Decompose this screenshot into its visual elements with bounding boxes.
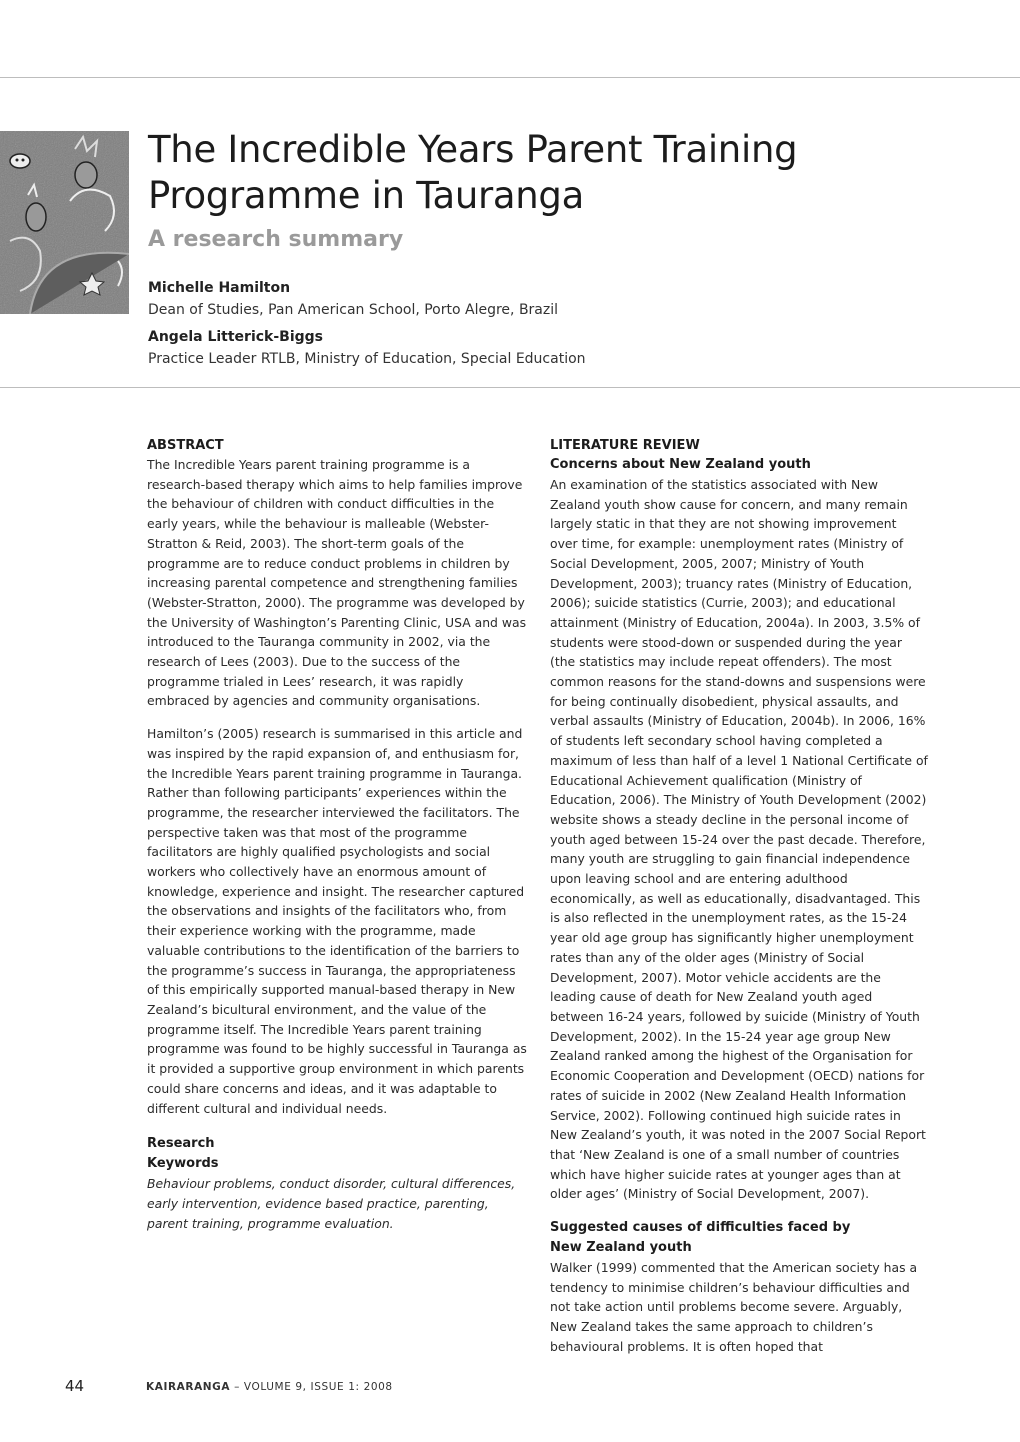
keywords-text: Behaviour problems, conduct disorder, cultural differences, early intervention, evidence based practice, parenting, parent training, programme evaluation.	[147, 1176, 516, 1231]
left-column	[147, 436, 527, 1233]
author-affiliation: Practice Leader RTLB, Ministry of Education, Special Education	[148, 351, 586, 367]
journal-name: KAIRARANGA	[146, 1381, 231, 1393]
section-paragraph: An examination of the statistics associated with New Zealand youth show cause for concern, and many remain largely static in that they are not showing improvement over time, for example: unemployment rates (Ministry of Social Development, 2005, 2007; Ministry of Youth Development, 2003); truancy rates (Ministry of Education, 2006); suicide statistics (Currie, 2003); and educational attainment (Ministry of Education, 2004a). In 2003, 3.5% of students were stood-down or suspended during the year (the statistics may include repeat offenders). The most common reasons for the stand-downs and suspensions were for being continually disobedient, physical assaults, and verbal assaults (Ministry of Education, 2004b). In 2006, 16% of students left secondary school having completed a maximum of less than half of a level 1 National Certificate of Educational Achievement qualification (Ministry of Education, 2006). The Ministry of Youth Development (2002) website shows a steady decline in the personal income of youth aged between 15-24 over the past decade. Therefore, many youth are struggling to gain financial independence upon leaving school and are entering adulthood economically, as well as educationally, disadvantaged. This is also reflected in the unemployment rates, as the 15-24 year old age group has significantly higher unemployment rates than any of the older ages (Ministry of Social Development, 2007). Motor vehicle accidents are the leading cause of death for New Zealand youth aged between 16-24 years, followed by suicide (Ministry of Youth Development, 2002). In the 15-24 year age group New Zealand ranked among the highest of the Organisation for Economic Cooperation and Development (OECD) nations for rates of suicide in 2002 (New Zealand Health Information Service, 2002). Following continued high suicide rates in New Zealand’s youth, it was noted in the 2007 Social Report that ‘New Zealand is one of a small number of countries which have higher suicide rates at younger ages than at older ages’ (Ministry of Social Development, 2007).	[550, 477, 928, 1202]
author-affiliation: Dean of Studies, Pan American School, Porto Alegre, Brazil	[148, 302, 559, 318]
section-heading: Suggested causes of difficulties faced by	[550, 1220, 851, 1236]
journal-citation	[146, 1381, 393, 1393]
top-divider	[0, 77, 1020, 78]
abstract-paragraph: The Incredible Years parent training programme is a research-based therapy which aims to help families improve the behaviour of children with conduct difficulties in the early years, while the behaviour is malleable (Webster-Stratton & Reid, 2003). The short-term goals of the programme are to reduce conduct problems in children by increasing parental competence and strengthening families (Webster-Stratton, 2000). The programme was developed by the University of Washington’s Parenting Clinic, USA and was introduced to the Tauranga community in 2002, via the research of Lees (2003). Due to the success of the programme trialed in Lees’ research, it was rapidly embraced by agencies and community organisations.	[147, 457, 527, 709]
section-heading: New Zealand youth	[550, 1240, 692, 1256]
childrens-drawing-illustration	[0, 131, 129, 314]
author-name: Michelle Hamilton	[148, 280, 291, 296]
article-title: The Incredible Years Parent Training Programme in Tauranga	[148, 128, 798, 217]
article-subtitle: A research summary	[148, 227, 404, 252]
keywords-heading-line2: Keywords	[147, 1156, 219, 1172]
section-paragraph: Walker (1999) commented that the American society has a tendency to minimise children’s behaviour difficulties and not take action until problems become severe. Arguably, New Zealand takes the same approach to children’s behavioural problems. It is often hoped that	[550, 1260, 918, 1354]
page-number: 44	[65, 1377, 85, 1395]
literature-review-heading: LITERATURE REVIEW	[550, 438, 700, 453]
section-heading: Concerns about New Zealand youth	[550, 457, 811, 472]
author-name: Angela Litterick-Biggs	[148, 329, 324, 345]
header-divider	[0, 387, 1020, 388]
abstract-paragraph: Hamilton’s (2005) research is summarised in this article and was inspired by the rapid expansion of, and enthusiasm for, the Incredible Years parent training programme in Tauranga. Rather than following participants’ experiences within the programme, the researcher interviewed the facilitators. The perspective taken was that most of the programme facilitators are highly qualified psychologists and social workers who collectively have an enormous amount of knowledge, experience and insight. The researcher captured the observations and insights of the facilitators who, from their experience working with the programme, made valuable contributions to the identification of the barriers to the programme’s success in Tauranga, the appropriateness of this empirically supported manual-based therapy in New Zealand’s bicultural environment, and the value of the programme itself. The Incredible Years parent training programme was found to be highly successful in Tauranga as it provided a supportive group environment in which parents could share concerns and ideas, and it was adaptable to different cultural and individual needs.	[147, 726, 527, 1116]
journal-issue: – VOLUME 9, ISSUE 1: 2008	[234, 1381, 393, 1393]
right-column	[550, 436, 928, 1357]
abstract-heading: ABSTRACT	[147, 438, 224, 453]
keywords-heading-line1: Research	[147, 1136, 215, 1152]
